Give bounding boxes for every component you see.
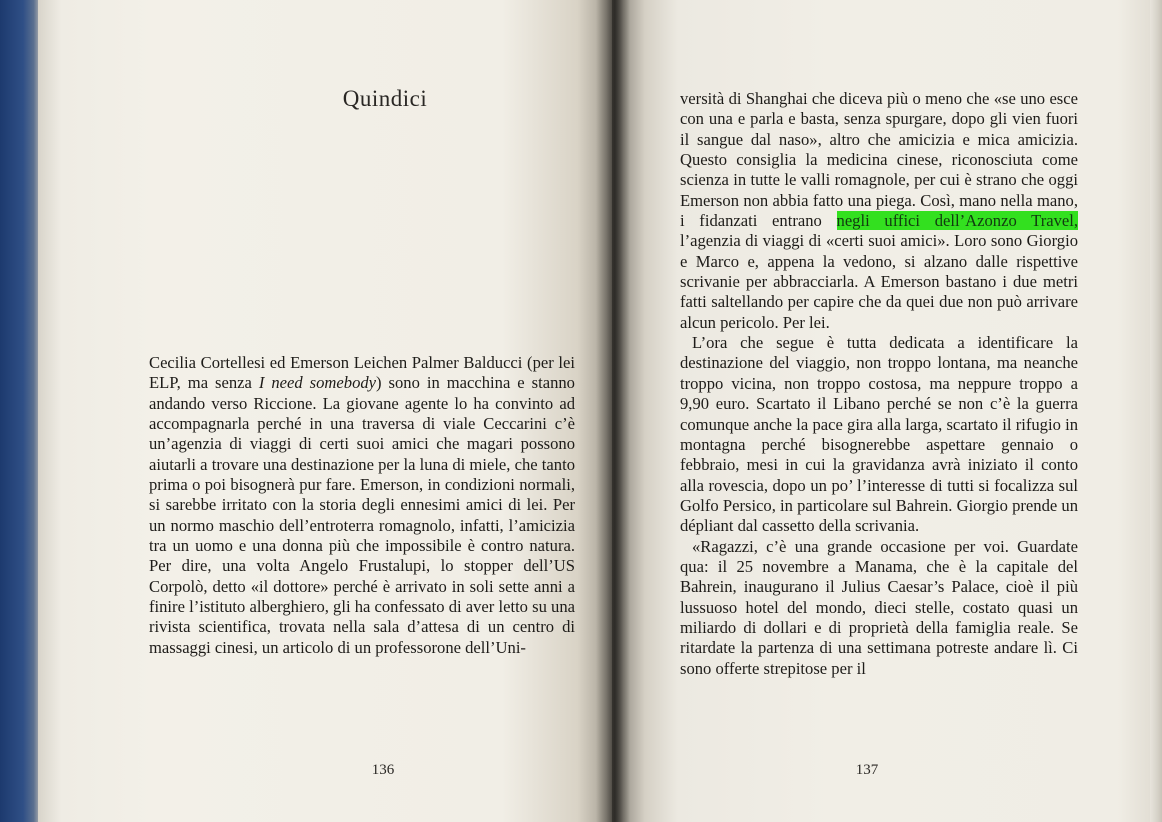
book-gutter [596,0,630,822]
right-page-text [680,89,1078,679]
right-paragraph-2: L’ora che segue è tutta dedicata a identificare la destinazione del viaggio, non troppo lontana, ma neanche troppo vicina, non troppo costosa, ma neppure troppo a 9,90 euro. Scartato il Libano perché se non c’è la guerra comunque anche la pace gira alla larga, scartato il rifugio in montagna perché bisognerebbe aspettare gennaio o febbraio, mesi in cui la gravidanza avrà iniziato il conto alla rovescia, dopo un po’ l’interesse di tutti si focalizza sul Golfo Persico, in particolare sul Bahrein. Giorgio prende un dépliant dal cassetto della scrivania. [680,333,1078,536]
left-p1-part-b: ) sono in macchina e stanno andando verso Riccione. La giovane agente lo ha convinto ad accompagnarla perché in una traversa di viale Ceccarini c’è un’agenzia di viaggi di certi suoi amici che magari possono aiutarli a trovare una destinazione per la luna di miele, che tanto prima o poi bisognerà pur fare. Emerson, in condizioni normali, si sarebbe irritato con la storia degli ennesimi amici di lei. Per un normo maschio dell’entroterra romagnolo, infatti, l’amicizia tra un uomo e una donna più che impossibile è contro natura. Per dire, una volta Angelo Frustalupi, lo stopper dell’US Corpolò, detto «il dottore» perché è arrivato in soli sette anni a finire l’istituto alberghiero, gli ha confessato di aver letto su una rivista scientifica, trovata nella sala d’attesa di un centro di massaggi cinesi, un articolo di un professorone dell’Uni- [149,373,575,657]
left-page-text [149,353,575,658]
right-paragraph-3: «Ragazzi, c’è una grande occasione per voi. Guardate qua: il 25 novembre a Manama, che è la capitale del Bahrein, inaugurano il Julius Caesar’s Palace, cioè il più lussuoso hotel del mondo, dieci stelle, costato quasi un miliardo di dollari e di proprietà della famiglia reale. Se ritardate la partenza di una settimana potreste andare lì. Ci sono offerte strepitose per il [680,536,1078,678]
book-cover-edge [0,0,42,822]
page-number-right: 137 [855,762,879,778]
left-paragraph-1 [149,353,575,658]
right-p1-part-a: versità di Shanghai che diceva più o meno che «se uno esce con una e parla e basta, senza spurgare, dopo gli vien fuori il sangue dal naso», altro che amicizia e mica amicizia. Questo consiglia la medicina cinese, riconosciuta come scienza in tutte le valli romagnole, per cui è strano che oggi Emerson non abbia fatto una piega. Così, mano nella mano, i fidanzati entrano [680,89,1078,231]
left-p1-italic: I need somebody [258,373,377,393]
page-number-left: 136 [371,762,395,778]
chapter-title: Quindici [342,86,428,111]
right-paragraph-1 [680,89,1078,333]
left-p1-part-a: Cecilia Cortellesi ed Emerson Leichen Palmer Balducci (per lei ELP, ma senza [149,353,575,393]
right-p1-part-b: l’agenzia di viaggi di «certi suoi amici». Loro sono Giorgio e Marco e, appena la vedono, si alzano dalle rispettive scrivanie per abbracciarla. A Emerson bastano i due metri fatti saltellando per capire che da quei due non può arrivare alcun pericolo. Per lei. [680,231,1078,332]
highlighted-text[interactable]: negli uffici dell’Azonzo Travel, [836,211,1079,231]
page-edge [1150,0,1162,822]
